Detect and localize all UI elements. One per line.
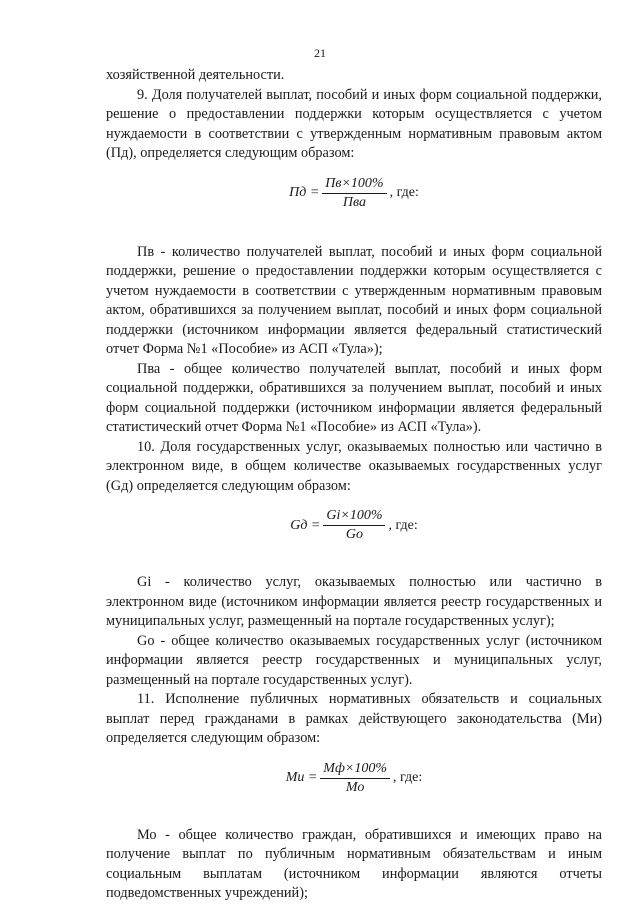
definition-gi: Gi - количество услуг, оказываемых полностью или частично в электронном виде (источником информации является реестр государственных и муниципальных услуг, размещенный на портале государственных услуг);	[106, 574, 602, 629]
formula-lhs: Gд =	[290, 517, 321, 533]
formula-numerator: Пв×100%	[322, 176, 386, 194]
paragraph-item-11: 11. Исполнение публичных нормативных обязательств и социальных выплат перед гражданами в рамках действующего законодательства (Ми) определяется следующим образом:	[106, 691, 602, 746]
formula-denominator: Пва	[342, 194, 366, 210]
formula-numerator: Gi×100%	[323, 508, 385, 526]
formula-lhs: Ми =	[285, 770, 318, 786]
paragraph-item-10: 10. Доля государственных услуг, оказываемых полностью или частично в электронном виде, в общем количестве оказываемых государственных услуг (Gд) определяется следующим образом:	[106, 438, 602, 494]
definition-go: Go - общее количество оказываемых государственных услуг (источником информации является реестр государственных и муниципальных услуг, размещенный на портале государственных услуг).	[106, 632, 602, 688]
formula-fraction	[320, 761, 390, 796]
formula-lhs: Пд =	[289, 185, 320, 201]
formula-numerator: Мф×100%	[320, 761, 390, 779]
formula-suffix: , где:	[393, 770, 423, 786]
formula-fraction	[322, 176, 386, 211]
formula-denominator: Go	[345, 527, 363, 542]
paragraph-continuation: хозяйственной деятельности.	[106, 67, 285, 83]
document-body	[106, 66, 602, 904]
formula-denominator: Мо	[345, 779, 365, 795]
formula-suffix: , где:	[389, 185, 419, 201]
formula-suffix: , где:	[388, 517, 418, 533]
definition-mo: Мо - общее количество граждан, обратившихся и имеющих право на получение выплат по публичным нормативным обязательствам и иным социальным выплатам (источником информации являются отчеты подведомственных учреждений);	[106, 826, 602, 901]
definition-pv: Пв - количество получателей выплат, пособий и иных форм социальной поддержки, решение о предоставлении поддержки которым осуществляется с учетом нуждаемости в соответствии с утвержденным нормативным правовым актом, обратившихся за получением выплат, пособий и иных форм социальной поддержки (источником информации является федеральный статистический отчет Форма №1 «Пособие» из АСП «Тула»);	[106, 243, 602, 357]
formula-mi	[106, 761, 602, 796]
formula-pd	[106, 176, 602, 211]
definition-pva: Пва - общее количество получателей выплат, пособий и иных форм социальной поддержки, обратившихся за получением выплат, пособий и иных форм социальной поддержки (источником информации является федеральный статистический отчет Форма №1 «Пособие» из АСП «Тула»).	[106, 360, 602, 435]
formula-gd	[106, 508, 602, 543]
formula-fraction	[323, 508, 385, 543]
page-number: 21	[314, 46, 326, 60]
paragraph-item-9: 9. Доля получателей выплат, пособий и иных форм социальной поддержки, решение о предоставлении поддержки которым осуществляется с учетом нуждаемости в соответствии с утвержденным нормативным правовым актом (Пд), определяется следующим образом:	[106, 86, 602, 161]
